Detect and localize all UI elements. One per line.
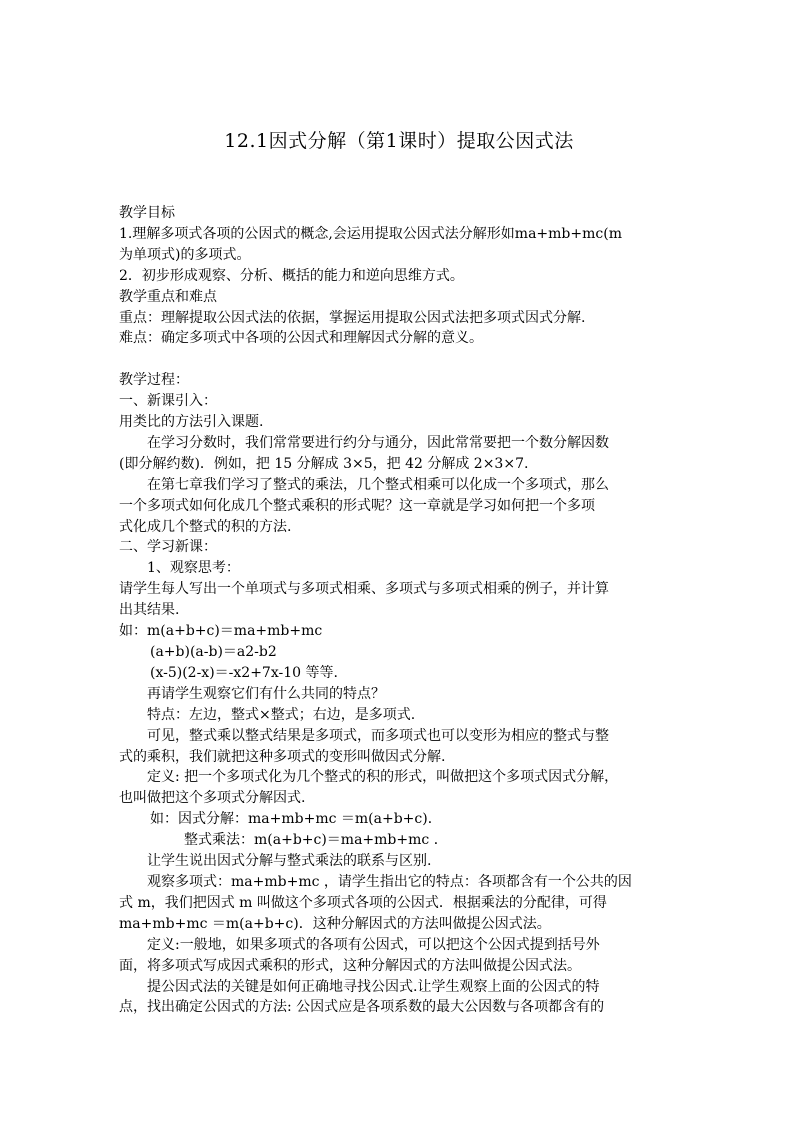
heading-teaching-objectives: 教学目标 (119, 205, 175, 221)
definition-line: 定义:一般地，如果多项式的各项有公因式，可以把这个公因式提到括号外 (147, 936, 600, 953)
paragraph-line: 出其结果. (119, 602, 180, 619)
document-title: 12.1因式分解（第1课时）提取公因式法 (224, 130, 574, 152)
example-line: 整式乘法：m(a+b+c)＝ma+mb+mc ． (184, 832, 448, 849)
example-line: (a+b)(a-b)＝a2-b2 (150, 644, 277, 661)
paragraph-line: 再请学生观察它们有什么共同的特点？ (147, 685, 385, 702)
blank-line (119, 349, 679, 370)
paragraph-line: (即分解约数)．例如，把 15 分解成 3×5，把 42 分解成 2×3×7. (119, 455, 529, 472)
paragraph-line: 让学生说出因式分解与整式乘法的联系与区别. (147, 853, 432, 870)
paragraph-line: 观察多项式：ma+mb+mc ，请学生指出它的特点：各项都含有一个公共的因 (147, 873, 632, 890)
paragraph-line: 一个多项式如何化成几个整式乘积的形式呢？这一章就是学习如何把一个多项 (119, 497, 595, 514)
subsection-heading: 1、观察思考： (147, 560, 240, 577)
paragraph-line: 式 m，我们把因式 m 叫做这个多项式各项的公因式．根据乘法的分配律，可得 (119, 894, 607, 911)
paragraph-line: 为单项式)的多项式。 (119, 246, 251, 263)
paragraph-line: 点，找出确定公因式的方法: 公因式应是各项系数的最大公因数与各项都含有的 (119, 999, 605, 1016)
paragraph-line: 提公因式法的关键是如何正确地寻找公因式.让学生观察上面的公因式的特 (147, 978, 600, 995)
section-heading: 二、学习新课： (119, 539, 217, 556)
example-line: 如：因式分解：ma+mb+mc ＝m(a+b+c)． (150, 811, 442, 828)
paragraph-line: 在第七章我们学习了整式的乘法，几个整式相乘可以化成一个多项式，那么 (147, 476, 609, 493)
definition-line: 面，将多项式写成因式乘积的形式，这种分解因式的方法叫做提公因式法。 (119, 957, 581, 974)
example-line: (x-5)(2-x)＝-x2+7x-10 等等. (150, 664, 338, 681)
section-heading: 一、新课引入： (119, 393, 217, 410)
paragraph-line: 特点：左边，整式×整式；右边，是多项式. (147, 706, 416, 723)
heading-teaching-process: 教学过程： (119, 372, 189, 389)
paragraph-line: 难点：确定多项式中各项的公因式和理解因式分解的意义。 (119, 330, 483, 347)
paragraph-line: 式的乘积，我们就把这种多项式的变形叫做因式分解. (119, 748, 446, 765)
heading-key-points: 教学重点和难点 (119, 288, 217, 305)
paragraph-line: 式化成几个整式的积的方法. (119, 518, 292, 535)
paragraph-line: 用类比的方法引入课题. (119, 414, 264, 431)
definition-line: 定义: 把一个多项式化为几个整式的积的形式，叫做把这个多项式因式分解， (147, 769, 619, 786)
paragraph-line: 请学生每人写出一个单项式与多项式相乘、多项式与多项式相乘的例子，并计算 (119, 581, 609, 598)
paragraph-line: ma+mb+mc ＝m(a+b+c)．这种分解因式的方法叫做提公因式法。 (119, 915, 551, 932)
definition-line: 也叫做把这个多项式分解因式. (119, 790, 306, 807)
paragraph-line: 重点：理解提取公因式法的依据，掌握运用提取公因式法把多项式因式分解. (119, 309, 586, 326)
example-line: 如：m(a+b+c)＝ma+mb+mc (119, 623, 323, 640)
paragraph-line: 在学习分数时，我们常常要进行约分与通分，因此常常要把一个数分解因数 (147, 434, 609, 451)
document-body (119, 203, 679, 1018)
paragraph-line: 1.理解多项式各项的公因式的概念,会运用提取公因式法分解形如ma+mb+mc(m (119, 225, 622, 242)
paragraph-line: 可见，整式乘以整式结果是多项式，而多项式也可以变形为相应的整式与整 (147, 727, 609, 744)
paragraph-line: 2．初步形成观察、分析、概括的能力和逆向思维方式。 (119, 267, 464, 284)
